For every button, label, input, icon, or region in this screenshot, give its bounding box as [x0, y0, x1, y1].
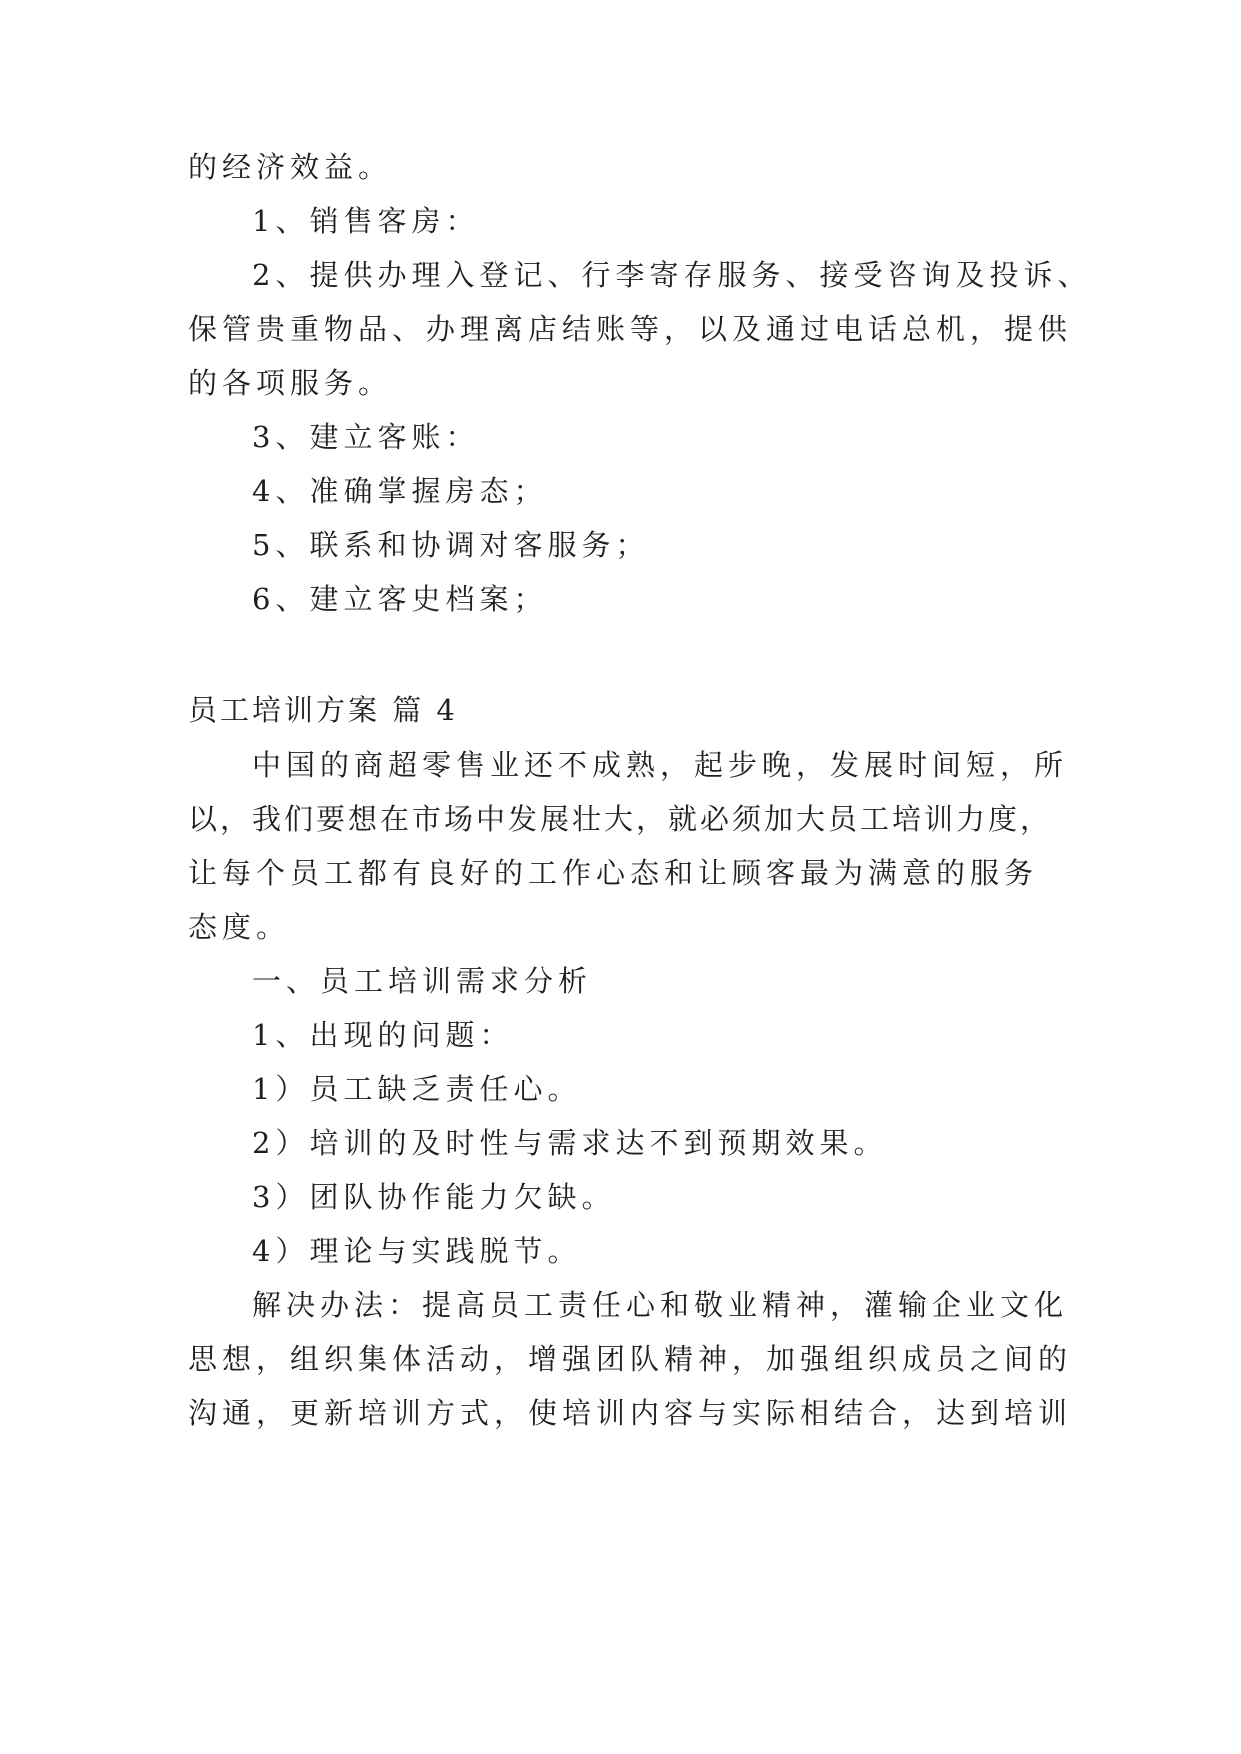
list-item: 5、联系和协调对客服务；: [252, 528, 650, 562]
section-title: 员工培训方案 篇 4: [188, 693, 458, 727]
paragraph-line: 思想，组织集体活动，增强团队精神，加强组织成员之间的: [188, 1342, 1073, 1376]
list-item: 2、提供办理入登记、行李寄存服务、接受咨询及投诉、: [252, 258, 1092, 292]
paragraph-line: 以，我们要想在市场中发展壮大，就必须加大员工培训力度，: [188, 802, 1053, 836]
list-item: 3）团队协作能力欠缺。: [252, 1180, 616, 1214]
subheading: 1、出现的问题：: [252, 1018, 514, 1052]
paragraph-line: 保管贵重物品、办理离店结账等，以及通过电话总机，提供: [188, 312, 1073, 346]
paragraph-line: 中国的商超零售业还不成熟，起步晚，发展时间短，所: [252, 748, 1069, 782]
paragraph-line: 让每个员工都有良好的工作心态和让顾客最为满意的服务: [188, 856, 1039, 890]
list-item: 4、准确掌握房态；: [252, 474, 548, 508]
list-item: 1）员工缺乏责任心。: [252, 1072, 582, 1106]
list-item: 3、建立客账：: [252, 420, 480, 454]
paragraph-line: 态度。: [188, 910, 291, 944]
paragraph-line: 的各项服务。: [188, 366, 393, 400]
list-item: 1、销售客房：: [252, 204, 480, 238]
paragraph-line: 的经济效益。: [188, 150, 393, 184]
list-item: 4）理论与实践脱节。: [252, 1234, 582, 1268]
paragraph-line: 解决办法：提高员工责任心和敬业精神，灌输企业文化: [252, 1288, 1069, 1322]
list-item: 2）培训的及时性与需求达不到预期效果。: [252, 1126, 888, 1160]
paragraph-line: 沟通，更新培训方式，使培训内容与实际相结合，达到培训: [188, 1396, 1073, 1430]
list-item: 6、建立客史档案；: [252, 582, 548, 616]
heading: 一、员工培训需求分析: [252, 964, 593, 998]
